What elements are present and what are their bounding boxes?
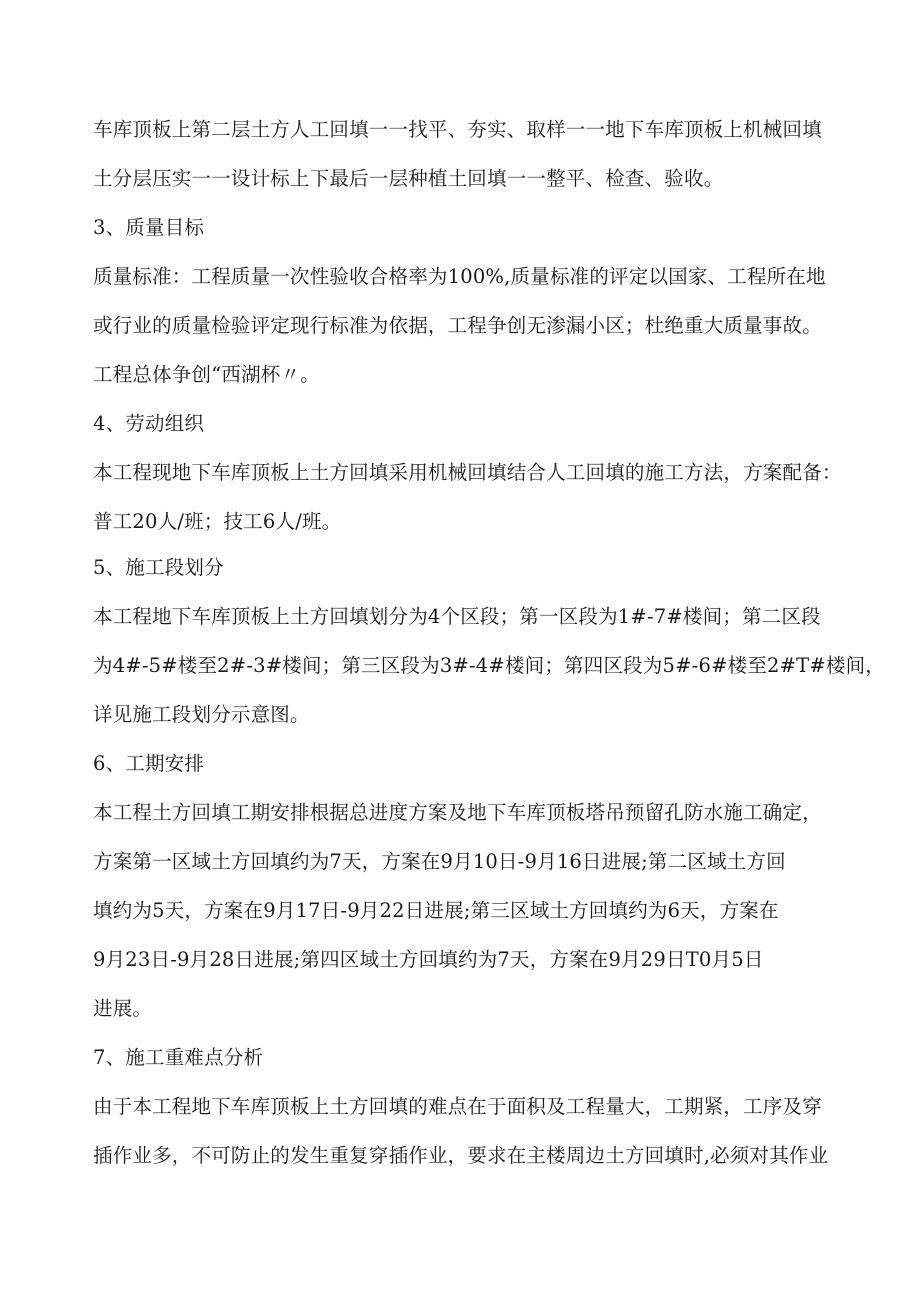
body-text-line: 进展。 [93, 997, 153, 1020]
body-text-line: 或行业的质量检验评定现行标准为依据，工程争创无渗漏小区；杜绝重大质量事故。 [93, 314, 822, 337]
section-heading: 3、质量目标 [93, 216, 205, 239]
body-text-line: 插作业多，不可防止的发生重复穿插作业，要求在主楼周边土方回填时,必须对其作业 [93, 1144, 829, 1167]
body-text-line: 由于本工程地下车库顶板上土方回填的难点在于面积及工程量大，工期紧，工序及穿 [93, 1095, 822, 1118]
body-text-line: 普工20人/班；技工6人/班。 [93, 510, 342, 533]
body-text-line: 为4#-5#楼至2#-3#楼间；第三区段为3#-4#楼间；第四区段为5#-6#楼至2#T#楼间， [93, 654, 886, 677]
body-text-line: 本工程土方回填工期安排根据总进度方案及地下车库顶板塔吊预留孔防水施工确定， [93, 801, 822, 824]
section-heading: 4、劳动组织 [93, 412, 205, 435]
body-text-line: 本工程地下车库顶板上土方回填划分为4个区段；第一区段为1#-7#楼间；第二区段 [93, 605, 821, 628]
body-text-line: 质量标准：工程质量一次性验收合格率为100%,质量标准的评定以国家、工程所在地 [93, 265, 826, 288]
body-text-line: 土分层压实一一设计标上下最后一层种植土回填一一整平、检查、验收。 [93, 167, 724, 190]
section-heading: 5、施工段划分 [93, 556, 224, 579]
body-text-line: 方案第一区域土方回填约为7天，方案在9月10日-9月16日进展;第二区域土方回 [93, 850, 786, 873]
section-heading: 7、施工重难点分析 [93, 1046, 264, 1069]
body-text-line: 工程总体争创“西湖杯〃。 [93, 363, 320, 386]
body-text-line: 详见施工段划分示意图。 [93, 703, 310, 726]
body-text-line: 9月23日-9月28日进展;第四区域土方回填约为7天，方案在9月29日T0月5日 [93, 948, 764, 971]
body-text-line: 填约为5天，方案在9月17日-9月22日进展;第三区域土方回填约为6天，方案在 [93, 899, 779, 922]
body-text-line: 本工程现地下车库顶板上土方回填采用机械回填结合人工回填的施工方法，方案配备： [93, 461, 842, 484]
body-text-line: 车库顶板上第二层土方人工回填一一找平、夯实、取样一一地下车库顶板上机械回填 [93, 118, 822, 141]
section-heading: 6、工期安排 [93, 752, 205, 775]
